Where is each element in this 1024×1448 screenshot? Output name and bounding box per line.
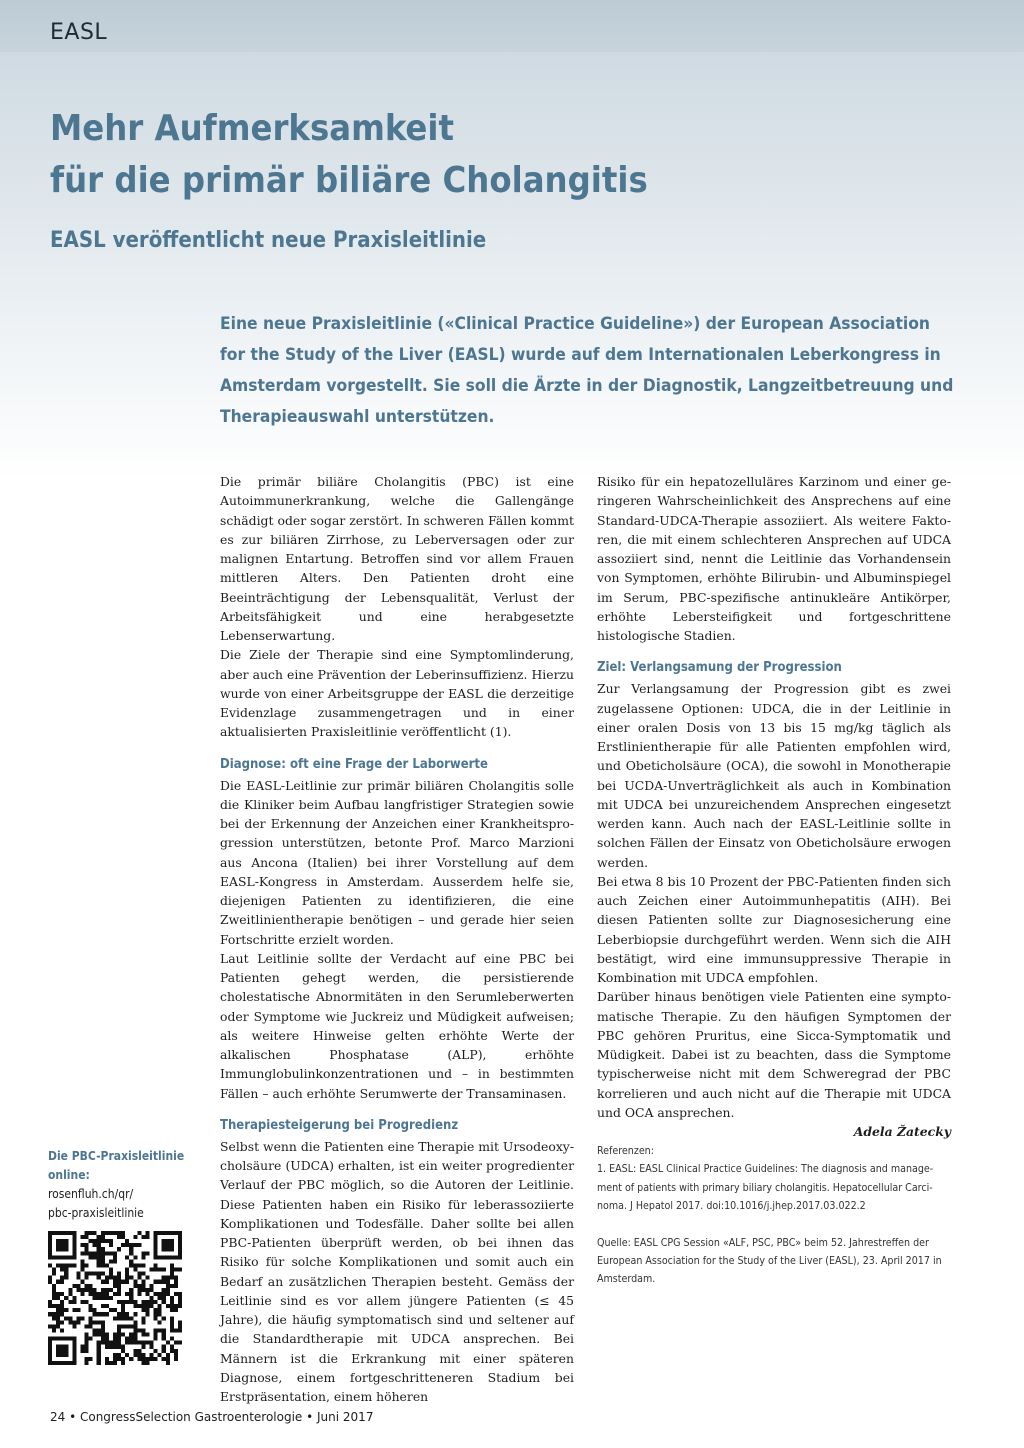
sidebox-heading-line-2: online:	[48, 1168, 90, 1182]
body-paragraph: Die primär biliäre Cholangitis (PBC) ist eine Autoimmunerkrankung, welche die Gallengänge schädigt oder sogar zerstört. In schweren Fällen kommt es zur biliären Zirrhose, zu Leberversagen oder zur malignen Entartung. Betroffen sind vor allem Frauen mittleren Alters. Den Patienten droht eine Beeinträchtigung der Lebensqualität, Verlust der Arbeitsfähigkeit und eine herabgesetzte Lebenserwartung.	[220, 474, 574, 643]
header-band	[0, 0, 1024, 52]
body-paragraph: Zur Verlangsamung der Progression gibt es zwei zugelassene Optionen: UDCA, die in der Leitlinie in einer oralen Dosis von 13 bis 15 mg/kg täglich als Erstlinientherapie für alle Patienten empfohlen wird, und Obeticholsäure (OCA), die sowohl in Monotherapie bei UCDA-Unverträglichkeit als auch in Kombination mit UDCA bei unzureichendem Ansprechen eingesetzt werden kann. Auch nach der EASL-Leitlinie sollte in solchen Fällen der Einsatz von Obeticholsäure erwogen werden.	[597, 681, 951, 870]
article-title	[50, 103, 950, 207]
body-paragraph: Die Ziele der Therapie sind eine Symptomlinderung, aber auch eine Prävention der Leberinsuffizienz. Hierzu wurde von einer Arbeitsgruppe der EASL die derzeitige Evidenzlage zusammengetragen und in einer aktualisierten Praxisleitlinie veröffentlicht (1).	[220, 647, 574, 740]
body-paragraph: Bei etwa 8 bis 10 Prozent der PBC-Patienten finden sich auch Zeichen einer Autoimmunhepatitis (AIH). Bei diesen Patienten sollte zur Diagnosesicherung eine Leberbiopsie durchgeführt werden. Wenn sich die AIH bestätigt, wird eine immunsuppressive Therapie in Kombination mit UDCA empfohlen.	[597, 873, 951, 985]
references	[597, 1142, 953, 1307]
lead-paragraph: Eine neue Praxisleitlinie («Clinical Practice Guideline») der European Association for the Study of the Liver (EASL) wurde auf dem Internationalen Leberkongress in Amsterdam vorgestellt. Sie soll die Ärzte in der Diagnostik, Langzeitbetreuung und Therapieauswahl unterstützen.	[220, 314, 954, 427]
body-paragraph: Risiko für ein hepatozelluläres Karzinom und einer geringeren Wahrscheinlichkeit des Ansprechens auf eine Standard-UDCA-Therapie assoziiert. Als weitere Faktoren, die mit einem schlechteren Ansprechen auf UDCA assoziiert sind, nennt die Leitlinie das Vorhandensein von Symptomen, erhöhte Bilirubin- und Albuminspiegel im Serum, PBC-spezifische antinukleäre Antikörper, erhöhte Lebersteifigkeit und fortgeschrittene histologische Stadien.	[597, 474, 951, 643]
page-footer: 24 • CongressSelection Gastroenterologie • Juni 2017	[50, 1410, 374, 1424]
body-paragraph: Darüber hinaus benötigen viele Patienten eine symptomatische Therapie. Zu den häufigen Symptomen der PBC gehören Pruritus, eine Sicca-Symptomatik und Müdigkeit. Dabei ist zu beachten, dass die Symptome typischerweise nicht mit dem Schweregrad der PBC korrelieren und auch nicht auf die Therapie mit UDCA und OCA ansprechen.	[597, 989, 951, 1120]
author-name: Adela Žatecky	[853, 1124, 951, 1139]
title-line-1: Mehr Aufmerksamkeit	[50, 108, 454, 149]
title-line-2: für die primär biliäre Cholangitis	[50, 160, 648, 201]
body-paragraph: Selbst wenn die Patienten eine Therapie mit Ursodeoxycholsäure (UDCA) erhalten, ist ein weiter progredienter Verlauf der PBC möglich, so die Autoren der Leitlinie. Diese Patienten haben ein Risiko für leberassoziierte Komplikationen und Todesfälle. Daher sollte bei allen PBC-Patienten überprüft werden, ob bei ihnen das Risiko für solche Komplikationen und somit auch ein Bedarf an zusätzlichen Therapien besteht. Gemäss der Leitlinie sind es vor allem jüngere Patienten (≤ 45 Jahre), die häufig symptomatisch sind und seltener auf die Standardtherapie mit UDCA ansprechen. Bei Männern ist die Erkrankung mit einer späteren Diagnose, einem fortgeschritteneren Stadium bei Erstpräsentation, einem höheren	[220, 1138, 574, 1404]
sidebox-url-line-2[interactable]: pbc-praxisleitlinie	[48, 1206, 144, 1220]
sidebox-url-line-1[interactable]: rosenfluh.ch/qr/	[48, 1187, 134, 1201]
qr-code-icon[interactable]	[48, 1231, 182, 1365]
article-subtitle: EASL veröffentlicht neue Praxisleitlinie	[50, 228, 487, 253]
body-paragraph: Die EASL-Leitlinie zur primär biliären Cholangitis solle die Kliniker beim Aufbau langfristiger Strategien sowie bei der Erkennung der Anzeichen einer Krankheitsprogression unterstützen, betonte Prof. Marco Marzioni aus Ancona (Italien) bei ihrer Vorstellung auf dem EASL-Kongress in Amsterdam. Ausserdem helfe sie, diejenigen Patienten zu identifizieren, die eine Zweitlinientherapie benötigen – und gerade hier seien Fortschritte erzielt worden.	[220, 777, 574, 947]
section-heading: Ziel: Verlangsamung der Progression	[597, 660, 842, 676]
section-label: EASL	[50, 20, 108, 45]
references-heading: Referenzen:	[597, 1145, 654, 1157]
reference-item: 1. EASL: EASL Clinical Practice Guidelines: The diagnosis and management of patients with primary biliary cholangitis. Hepatocellular Carcinoma. J Hepatol 2017. doi:10.1016/j.jhep.2017.03.022.2	[597, 1163, 934, 1213]
section-heading: Therapiesteigerung bei Progredienz	[220, 1117, 459, 1133]
body-paragraph: Laut Leitlinie sollte der Verdacht auf eine PBC bei Patienten gehegt werden, die persistierende cholestatische Abnormitäten in den Serumleberwerten oder Symptome wie Juckreiz und Müdigkeit aufweisen; als weitere Hinweise gelten erhöhte Werte der alkalischen Phosphatase (ALP), erhöhte Immunglobulinkonzentrationen und – in bestimmten Fällen – auch erhöhte Serumwerte der Transaminasen.	[220, 950, 574, 1101]
source-note: Quelle: EASL CPG Session «ALF, PSC, PBC» beim 52. Jahrestreffen der European Association for the Study of the Liver (EASL), 23. April 2017 in Amsterdam.	[597, 1236, 942, 1286]
section-heading: Diagnose: oft eine Frage der Laborwerte	[220, 756, 488, 772]
body-column-right	[597, 472, 951, 1141]
guideline-link-box	[48, 1147, 198, 1223]
body-column-left	[220, 472, 574, 1406]
sidebox-heading-line-1: Die PBC-Praxisleitlinie	[48, 1149, 185, 1163]
